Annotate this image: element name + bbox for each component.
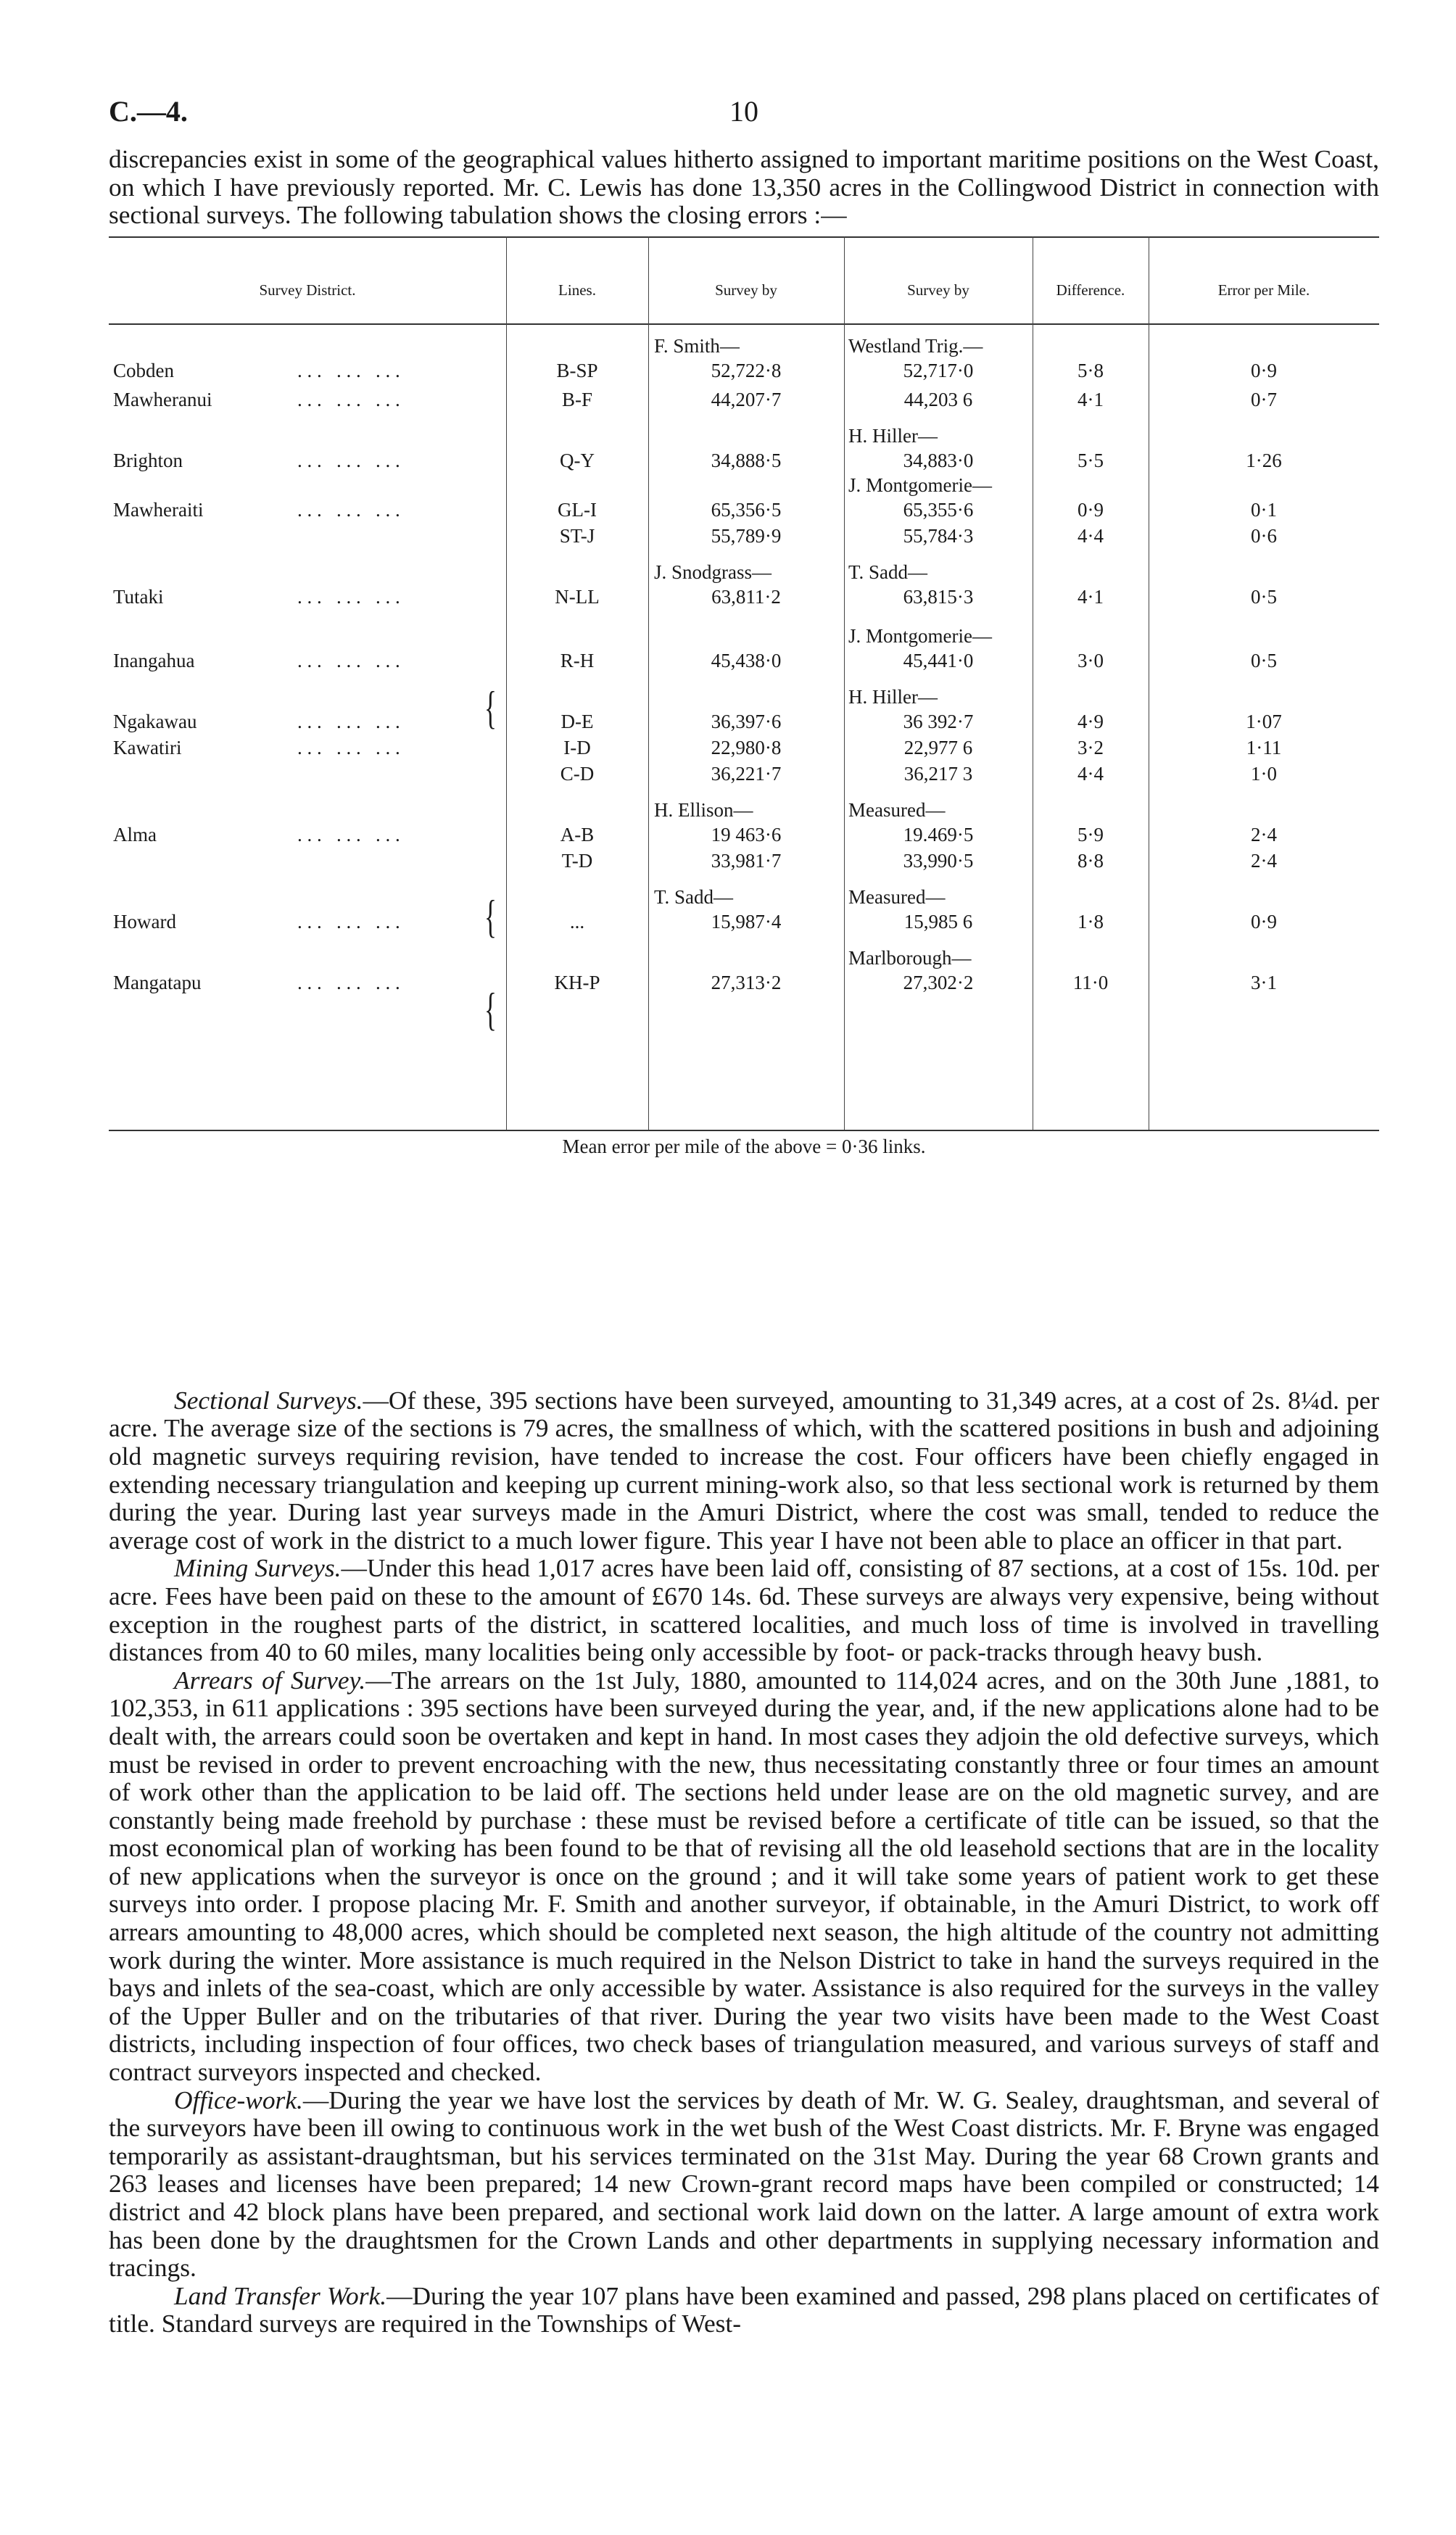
error-per-mile-value: 1·26 <box>1246 449 1282 471</box>
district-name: Cobden <box>113 359 174 381</box>
line-id: KH-P <box>554 971 600 993</box>
error-per-mile-value: 0·9 <box>1251 910 1277 932</box>
survey-value-2: 34,883·0 <box>903 449 974 471</box>
survey-value-1: 15,987·4 <box>711 910 782 932</box>
surveyor-name: H. Hiller— <box>848 685 938 708</box>
survey-value-2: 63,815·3 <box>903 585 974 608</box>
survey-value-2: 55,784·3 <box>903 524 974 547</box>
survey-value-1: 63,811·2 <box>711 585 781 608</box>
difference-value: 4·1 <box>1077 585 1104 608</box>
surveyor-name: Measured— <box>848 885 946 908</box>
office-work-paragraph: Office-work.—During the year we have lost the services by death of Mr. W. G. Sealey, draughtsman, and several of the surveyors have been ill owing to continuous work in the wet bush of the West Coast districts. Mr. F. Bryne was engaged temporarily as assistant-draughtsman, but his services terminated on the 31st May. During the year 68 Crown grants and 263 leases and licenses have been prepared; 14 new Crown-grant record maps have been compiled or constructed; 14 district and 42 block plans have been prepared, and sectional work laid down on the latter. A large amount of extra work has been done by the draughtsmen for the Crown Lands and other departments in supplying necessary information and tracings. <box>109 2085 1379 2283</box>
leader-dots: . . . . . . . . . <box>297 585 400 608</box>
line-id: B-F <box>561 388 593 410</box>
sectional-surveys-paragraph: Sectional Surveys.—Of these, 395 sections have been surveyed, amounting to 31,349 acres, at a cost of 2s. 8¼d. per acre. The average size of the sections is 79 acres, the smallness of which, with the scattered positions in bush and adjoining old magnetic surveys requiring revision, have tended to increase the cost. Four officers have been chiefly engaged in extending necessary triangulation and keeping up current mining-work also, so that less sectional work is returned by them during the year. During last year surveys made in the Amuri District, where the cost was small, tended to reduce the average cost of work in the district to a much lower figure. This year I have not been able to place an officer in that part. <box>109 1385 1380 1555</box>
mean-error-note: Mean error per mile of the above = 0·36 links. <box>562 1135 926 1157</box>
leader-dots: . . . . . . . . . <box>297 823 400 845</box>
survey-value-2: 44,203 6 <box>903 388 973 410</box>
page-header <box>109 87 1379 145</box>
document-page <box>109 87 1379 2338</box>
difference-value: 4·4 <box>1077 524 1104 547</box>
district-name: Brighton <box>113 449 183 471</box>
line-id: Q-Y <box>560 449 595 471</box>
line-id: C-D <box>560 762 595 785</box>
survey-value-2: 19.469·5 <box>903 823 974 845</box>
survey-value-1: 22,980·8 <box>711 736 782 758</box>
surveyor-name: J. Montgomerie— <box>848 473 992 496</box>
error-per-mile-value: 0·6 <box>1251 524 1277 547</box>
error-per-mile-value: 3·1 <box>1251 971 1277 993</box>
survey-value-2: 36 392·7 <box>903 710 974 732</box>
line-id: D-E <box>561 710 594 732</box>
header-survey-by-2: Survey by <box>907 281 969 299</box>
document-code: C.—4. <box>109 95 188 128</box>
section-heading: Office-work. <box>174 2085 303 2114</box>
district-name: Tutaki <box>113 585 164 608</box>
district-name: Howard <box>113 910 176 932</box>
surveyor-name: T. Sadd— <box>848 561 927 583</box>
survey-value-1: 52,722·8 <box>711 359 782 381</box>
leader-dots: . . . . . . . . . <box>297 449 400 471</box>
error-per-mile-value: 0·5 <box>1251 649 1277 671</box>
survey-value-1: 27,313·2 <box>711 971 782 993</box>
difference-value: 5·5 <box>1077 449 1104 471</box>
error-per-mile-value: 0·9 <box>1251 359 1277 381</box>
surveyor-name: Marlborough— <box>848 946 972 969</box>
mining-surveys-paragraph: Mining Surveys.—Under this head 1,017 acres have been laid off, consisting of 87 sections, at a cost of 15s. 10d. per acre. Fees have been paid on these to the amount of £670 14s. 6d. These surveys are always very expensive, being without exception in the roughest parts of the district, in scattered localities, and much loss of time is involved in travelling distances from 40 to 60 miles, many localities being only accessible by foot- or pack-tracks through heavy bush. <box>109 1553 1379 1667</box>
error-per-mile-value: 1·11 <box>1246 736 1282 758</box>
error-per-mile-value: 2·4 <box>1251 849 1277 872</box>
leader-dots: . . . . . . . . . <box>297 388 400 410</box>
survey-value-1: 34,888·5 <box>711 449 782 471</box>
brace-alma: { <box>484 983 497 1035</box>
surveyor-name: Measured— <box>848 798 946 821</box>
survey-value-2: 45,441·0 <box>903 649 974 671</box>
surveyor-name: F. Smith— <box>654 334 740 357</box>
surveyor-name: T. Sadd— <box>654 885 733 908</box>
survey-value-2: 65,355·6 <box>903 498 974 521</box>
difference-value: 8·8 <box>1077 849 1104 872</box>
line-id: R-H <box>560 649 595 671</box>
difference-value: 5·8 <box>1077 359 1104 381</box>
survey-value-1: 36,221·7 <box>711 762 782 785</box>
difference-value: 11·0 <box>1072 971 1109 993</box>
difference-value: 4·9 <box>1077 710 1104 732</box>
leader-dots: . . . . . . . . . <box>297 710 400 732</box>
line-id: N-LL <box>555 585 600 608</box>
survey-value-1: 19 463·6 <box>711 823 782 845</box>
district-name: Ngakawau <box>113 710 197 732</box>
section-heading: Arrears of Survey. <box>174 1665 366 1695</box>
intro-paragraph: discrepancies exist in some of the geographical values hitherto assigned to important maritime positions on the West Coast, on which I have previously reported. Mr. C. Lewis has done 13,350 acres in the Collingwood District in connection with sectional surveys. The following tabulation shows the closing errors :— <box>109 144 1379 230</box>
leader-dots: . . . . . . . . . <box>297 498 400 521</box>
district-name: Inangahua <box>113 649 195 671</box>
survey-value-2: 27,302·2 <box>903 971 974 993</box>
leader-dots: . . . . . . . . . <box>297 910 400 932</box>
district-name: Alma <box>113 823 157 845</box>
page-number: 10 <box>729 95 758 128</box>
table-header-rule <box>109 323 1379 325</box>
surveyor-name: J. Montgomerie— <box>848 624 992 647</box>
line-id: ST-J <box>559 524 595 547</box>
surveyor-name: Westland Trig.— <box>848 334 983 357</box>
leader-dots: . . . . . . . . . <box>297 736 400 758</box>
line-id: B-SP <box>556 359 598 381</box>
error-per-mile-value: 1·07 <box>1246 710 1282 732</box>
surveyor-name: J. Snodgrass— <box>654 561 772 583</box>
header-lines: Lines. <box>558 281 596 299</box>
closing-errors-table <box>109 233 1379 1169</box>
surveyor-name: H. Hiller— <box>848 424 938 447</box>
header-error-per-mile: Error per Mile. <box>1217 281 1310 299</box>
header-survey-district: Survey District. <box>259 281 356 299</box>
error-per-mile-value: 0·7 <box>1251 388 1277 410</box>
table-bottom-rule <box>109 1130 1379 1131</box>
district-name: Mangatapu <box>113 971 202 993</box>
survey-value-2: 36,217 3 <box>903 762 973 785</box>
survey-value-2: 52,717·0 <box>903 359 974 381</box>
difference-value: 4·1 <box>1077 388 1104 410</box>
difference-value: 0·9 <box>1077 498 1104 521</box>
line-id: GL-I <box>558 498 597 521</box>
error-per-mile-value: 0·5 <box>1251 585 1277 608</box>
survey-value-1: 45,438·0 <box>711 649 782 671</box>
difference-value: 4·4 <box>1077 762 1104 785</box>
survey-value-1: 44,207·7 <box>711 388 782 410</box>
survey-value-1: 33,981·7 <box>711 849 782 872</box>
difference-value: 3·0 <box>1077 649 1104 671</box>
leader-dots: . . . . . . . . . <box>297 971 400 993</box>
line-id: A-B <box>560 823 595 845</box>
header-difference: Difference. <box>1056 281 1125 299</box>
section-heading: Land Transfer Work. <box>174 2280 387 2310</box>
survey-value-1: 55,789·9 <box>711 524 782 547</box>
survey-value-2: 22,977 6 <box>903 736 973 758</box>
survey-value-2: 15,985 6 <box>903 910 973 932</box>
arrears-of-survey-paragraph: Arrears of Survey.—The arrears on the 1st July, 1880, amounted to 114,024 acres, and on the 30th June ,1881, to 102,353, in 611 applications : 395 sections have been surveyed during the year, and, if the new applications alone had to be dealt with, the arrears could soon be overtaken and kept in hand. In most cases they adjoin the old defective surveys, which must be revised in order to prevent encroaching with the new, thus necessitating constantly three or four times an amount of work other than the application to be laid off. The sections held under lease are on the old magnetic survey, and are constantly being made freehold by purchase : these must be revised before a certificate of title can be issued, so that the most economical plan of working has been found to be that of revising all the old leasehold sections that are in the locality of new applications when the surveyor is once on the ground ; and it will take some years of patient work to get these surveys into order. I propose placing Mr. F. Smith and another surveyor, if obtainable, in the Amuri District, to work off arrears amounting to 48,000 acres, which should be completed next season, the high altitude of the country not admitting work during the winter. More assistance is much required in the Nelson District to take in hand the surveys required in the bays and inlets of the sea-coast, which are only accessible by water. Assistance is also required for the surveys in the valley of the Upper Buller and on the tributaries of that river. During the year two visits have been made to the West Coast districts, including inspection of four offices, two check bases of triangulation measured, and various surveys of staff and contract surveyors inspected and checked. <box>109 1665 1379 2087</box>
difference-value: 5·9 <box>1077 823 1104 845</box>
survey-value-1: 65,356·5 <box>711 498 782 521</box>
error-per-mile-value: 1·0 <box>1251 762 1277 785</box>
land-transfer-work-paragraph: Land Transfer Work.—During the year 107 plans have been examined and passed, 298 plans placed on certificates of title. Standard surveys are required in the Townships of West- <box>109 2280 1379 2338</box>
survey-value-2: 33,990·5 <box>903 849 974 872</box>
line-id: T-D <box>561 849 593 872</box>
district-name: Kawatiri <box>113 736 182 758</box>
difference-value: 1·8 <box>1077 910 1104 932</box>
brace-mawheraiti: { <box>484 681 497 733</box>
difference-value: 3·2 <box>1077 736 1104 758</box>
header-survey-by-1: Survey by <box>715 281 777 299</box>
error-per-mile-value: 0·1 <box>1251 498 1277 521</box>
section-heading: Sectional Surveys. <box>174 1385 363 1415</box>
district-name: Mawheranui <box>113 388 212 410</box>
line-id: ... <box>569 910 585 932</box>
leader-dots: . . . . . . . . . <box>297 649 400 671</box>
brace-kawatiri: { <box>484 890 497 942</box>
district-name: Mawheraiti <box>113 498 204 521</box>
table-top-rule <box>109 236 1379 238</box>
leader-dots: . . . . . . . . . <box>297 359 400 381</box>
section-heading: Mining Surveys. <box>174 1553 342 1583</box>
survey-value-1: 36,397·6 <box>711 710 782 732</box>
surveyor-name: H. Ellison— <box>654 798 753 821</box>
line-id: I-D <box>563 736 591 758</box>
error-per-mile-value: 2·4 <box>1251 823 1277 845</box>
